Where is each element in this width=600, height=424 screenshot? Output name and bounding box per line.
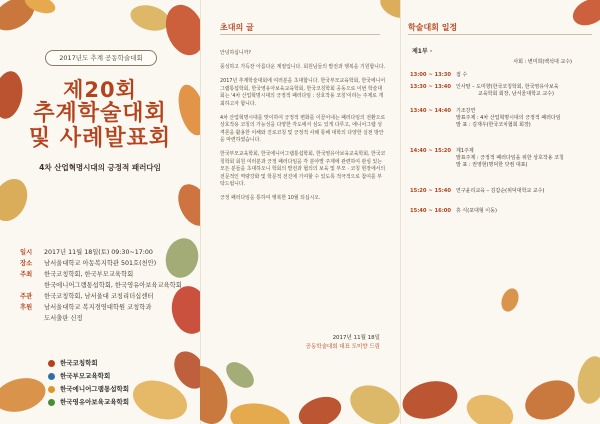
schedule-time: 13:00 ~ 13:30 (410, 72, 451, 78)
title-line-1: 제20회 (63, 78, 137, 102)
info-value: 한국코칭학회, 한국부모교육학회 (44, 271, 134, 278)
info-row (20, 280, 182, 291)
org-logo (48, 383, 129, 396)
title-line-2: 추계학술대회 (33, 101, 167, 126)
letter-date: 2017년 11월 18일 (332, 335, 380, 341)
info-value: 도서출판 신정 (44, 315, 83, 322)
org-name: 한국부모교육학회 (60, 372, 111, 380)
schedule-desc (456, 148, 590, 169)
letter-signature (306, 334, 380, 352)
org-logo-icon (48, 386, 55, 393)
invitation-panel (200, 0, 400, 424)
title-rule (220, 34, 380, 35)
organizer-logos (48, 357, 129, 409)
invitation-letter (220, 50, 386, 209)
info-key: 장소 (20, 260, 33, 267)
info-key (20, 280, 44, 291)
letter-paragraph: 안녕하십니까? (220, 50, 251, 56)
letter-paragraph: 풍성하고 가득찬 아름다운 계절입니다. 회원님들의 발전과 행복을 기원합니다. (220, 64, 386, 70)
info-value: 남서울대학교 복지경영대학원 코칭학과 (44, 304, 152, 311)
event-info (20, 247, 182, 324)
schedule-time: 15:20 ~ 15:40 (410, 188, 451, 194)
schedule-time: 13:40 ~ 14:40 (410, 108, 451, 114)
info-key: 주최 (20, 271, 33, 278)
moderator-text: 사회 : 변미희(백석대 교수) (513, 59, 572, 65)
schedule-time: 14:40 ~ 15:20 (410, 148, 451, 154)
schedule-time: 15:40 ~ 16:00 (410, 208, 451, 214)
org-name: 한국코칭학회 (60, 359, 98, 367)
schedule-desc (456, 108, 590, 129)
org-logo (48, 370, 129, 383)
part-label: 제1부 · (412, 48, 433, 55)
info-key: 주관 (20, 293, 33, 300)
letter-paragraph: 긍정 패러다임을 통하여 행복한 10월 되십시오. (220, 195, 321, 201)
signature-line: 공동학술대회 대표 도미향 드림 (305, 344, 380, 350)
org-logo-icon (48, 360, 55, 367)
schedule-line: 연구윤리교육 – 김갑순(위덕대학교 교수) (456, 188, 545, 194)
schedule-line: 기조강연 (456, 108, 476, 114)
schedule-line: 발표주제 : 긍정적 패러다임을 위한 상호작용 코칭 (456, 155, 564, 161)
org-logo (48, 396, 129, 409)
event-badge: 2017년도 추계 공동학술대회 (45, 50, 157, 66)
info-key: 일시 (20, 249, 33, 256)
schedule-line: 발 표 : 권영현(명덕한 닷컴 대표) (456, 162, 528, 168)
schedule-line: 휴 식(포대형 이동) (456, 208, 497, 214)
letter-paragraph: 한국부모교육학회, 한국에니어그램통섭학회, 한국영유아보육교육학회, 한국코칭학회 회원 여러분과 긍정 패러다임을 각 분야별 주제에 관련하여 관심 있는 모든 분들을 초대하오니 학회의 발전과 협의의 보육 및 부모 · 코칭 현장에서의 전문적인 역량강화 및 학문적 전진에 기여할 수 있도록 적극적으로 참여를 부탁드립니다. (220, 151, 386, 187)
org-name: 한국에니어그램통섭학회 (60, 385, 130, 393)
schedule-desc (456, 84, 590, 98)
schedule-line: 제1주제 (456, 148, 474, 154)
info-row (20, 302, 182, 313)
schedule-desc (456, 72, 590, 79)
schedule-title: 학술대회 일정 (408, 23, 458, 32)
letter-paragraph: 2017년 추계학술대회에 여러분을 초대합니다. 한국부모교육학회, 한국에니어그램통섭학회, 한국영유아보육교육학회, 한국코칭학회 공동으로 이번 학술대회는 '4차 산업혁명시대의 긍정적 패러다임 : 상호작용 코칭'이라는 주제로 개최하고자 합니다. (220, 78, 386, 107)
schedule-desc (456, 188, 590, 195)
title-line-3: 및 사례발표회 (28, 126, 172, 151)
schedule-line: 인사말 – 도미향(한국코칭학회, 한국영유아보육 (456, 84, 559, 90)
info-value: 한국에니어그램통섭학회, 한국영유아보육교육학회 (44, 282, 182, 289)
schedule-panel (400, 0, 600, 424)
invitation-title: 초대의 글 (220, 23, 254, 32)
org-logo (48, 357, 129, 370)
info-value: 2017년 11월 18일(토) 09:30~17:00 (44, 249, 153, 256)
schedule-line: 교육학회 회장, 남서울대학교 교수) (478, 91, 554, 97)
letter-paragraph: 4차 산업혁명시대를 맞이하여 긍정적 변화를 이끌어내는 패러다임의 전환으로 상호작용 코칭의 가능성을 다양한 각도에서 심도 있게 다루고, 에니어그램 성격론을 활용한 이해와 진로코칭 및 긍정적 사례 통해 대학의 다양한 실천 방안을 마련하였습니다. (220, 114, 386, 143)
info-row (20, 258, 182, 269)
conference-subtitle: 4차 산업혁명시대의 긍정적 패러다임 (39, 163, 161, 172)
org-name: 한국영유아보육교육학회 (60, 398, 130, 406)
info-value: 남서울대학교 아동복지학관 501호(천안) (44, 260, 157, 267)
info-row (20, 269, 182, 280)
info-row (20, 291, 182, 302)
schedule-line: 발표주제 : 4차 산업혁명시대의 긍정적 패러다임 (456, 115, 561, 121)
cover-panel (0, 0, 200, 424)
info-key: 후원 (20, 304, 33, 311)
org-logo-icon (48, 399, 55, 406)
info-row (20, 247, 182, 258)
schedule-line: 발 표 : 김재우(한국코치협회 회장) (456, 122, 531, 128)
schedule-time: 13:30 ~ 13:40 (410, 84, 451, 90)
info-key (20, 313, 44, 324)
title-rule (408, 34, 592, 35)
schedule-desc (456, 208, 590, 215)
info-row (20, 313, 182, 324)
schedule-line: 접 수 (456, 72, 468, 78)
org-logo-icon (48, 373, 55, 380)
info-value: 한국코칭학회, 남서울대 코칭리더십센터 (44, 293, 154, 300)
